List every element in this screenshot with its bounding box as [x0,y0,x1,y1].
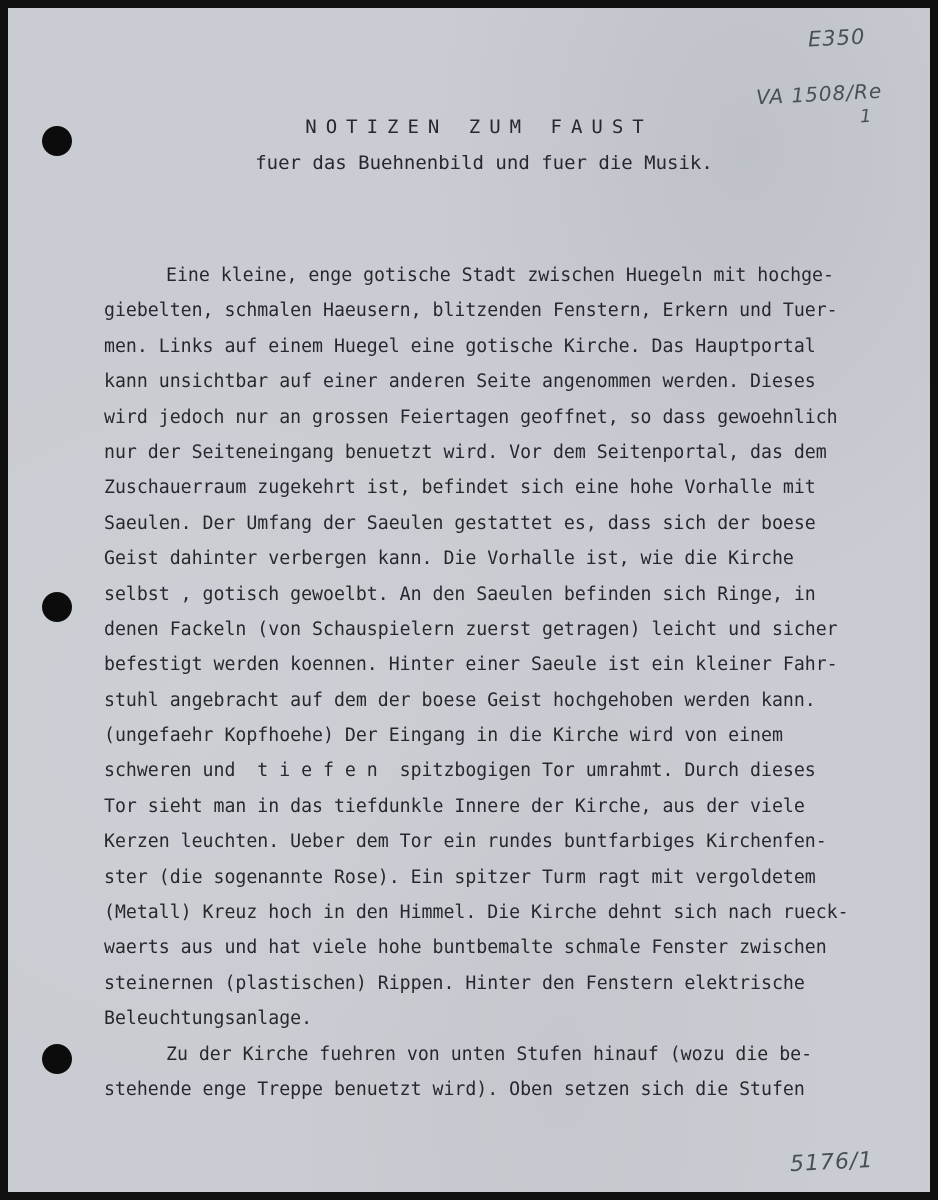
text-line: Saeulen. Der Umfang der Saeulen gestattet es, dass sich der boese [104,512,816,534]
text-line: Tor sieht man in das tiefdunkle Innere der Kirche, aus der viele [104,795,805,817]
text-line: selbst , gotisch gewoelbt. An den Saeulen befinden sich Ringe, in [104,583,816,605]
text-line: befestigt werden koennen. Hinter einer Saeule ist ein kleiner Fahr- [104,654,838,676]
text-line: men. Links auf einem Huegel eine gotische Kirche. Das Hauptportal [104,335,816,357]
text-line: Zuschauerraum zugekehrt ist, befindet sich eine hohe Vorhalle mit [104,477,816,499]
page-number-annotation: 5176/1 [789,1147,875,1178]
text-line: waerts aus und hat viele hohe buntbemalte schmale Fenster zwischen [104,937,827,959]
text-line: giebelten, schmalen Haeusern, blitzenden Fenstern, Erkern und Tuer- [104,300,838,322]
text-line: schweren und t i e f e n spitzbogigen Tor umrahmt. Durch dieses [104,760,816,782]
document-body [104,258,914,1107]
text-line: nur der Seiteneingang benuetzt wird. Vor dem Seitenportal, das dem [104,441,827,463]
text-line: ster (die sogenannte Rose). Ein spitzer Turm ragt mit vergoldetem [104,866,816,888]
text-line: denen Fackeln (von Schauspielern zuerst getragen) leicht und sicher [104,618,838,640]
document-subtitle: fuer das Buehnenbild und fuer die Musik. [255,152,713,174]
text-line: kann unsichtbar auf einer anderen Seite angenommen werden. Dieses [104,371,816,393]
archive-code-annotation: E350 [807,24,866,52]
reference-annotation: VA 1508/Re [755,78,883,110]
text-line: stehende enge Treppe benuetzt wird). Oben setzen sich die Stufen [104,1078,805,1100]
text-line: Beleuchtungsanlage. [104,1008,313,1030]
document-page [8,8,930,1192]
text-line: (Metall) Kreuz hoch in den Himmel. Die Kirche dehnt sich nach rueck- [104,902,849,924]
text-line: (ungefaehr Kopfhoehe) Der Eingang in die Kirche wird von einem [104,725,783,747]
text-line: Zu der Kirche fuehren von unten Stufen hinauf (wozu die be- [166,1043,813,1065]
reference-sub-annotation: 1 [859,105,873,128]
text-line: Geist dahinter verbergen kann. Die Vorhalle ist, wie die Kirche [104,548,794,570]
punch-hole [42,592,72,622]
document-title: NOTIZEN ZUM FAUST [305,116,653,138]
punch-hole [42,1044,72,1074]
text-line: steinernen (plastischen) Rippen. Hinter den Fenstern elektrische [104,972,805,994]
text-line: wird jedoch nur an grossen Feiertagen geoffnet, so dass gewoehnlich [104,406,838,428]
text-line: Kerzen leuchten. Ueber dem Tor ein rundes buntfarbiges Kirchenfen- [104,831,827,853]
text-line: stuhl angebracht auf dem der boese Geist hochgehoben werden kann. [104,689,816,711]
text-line: Eine kleine, enge gotische Stadt zwischen Huegeln mit hochge- [166,265,834,286]
